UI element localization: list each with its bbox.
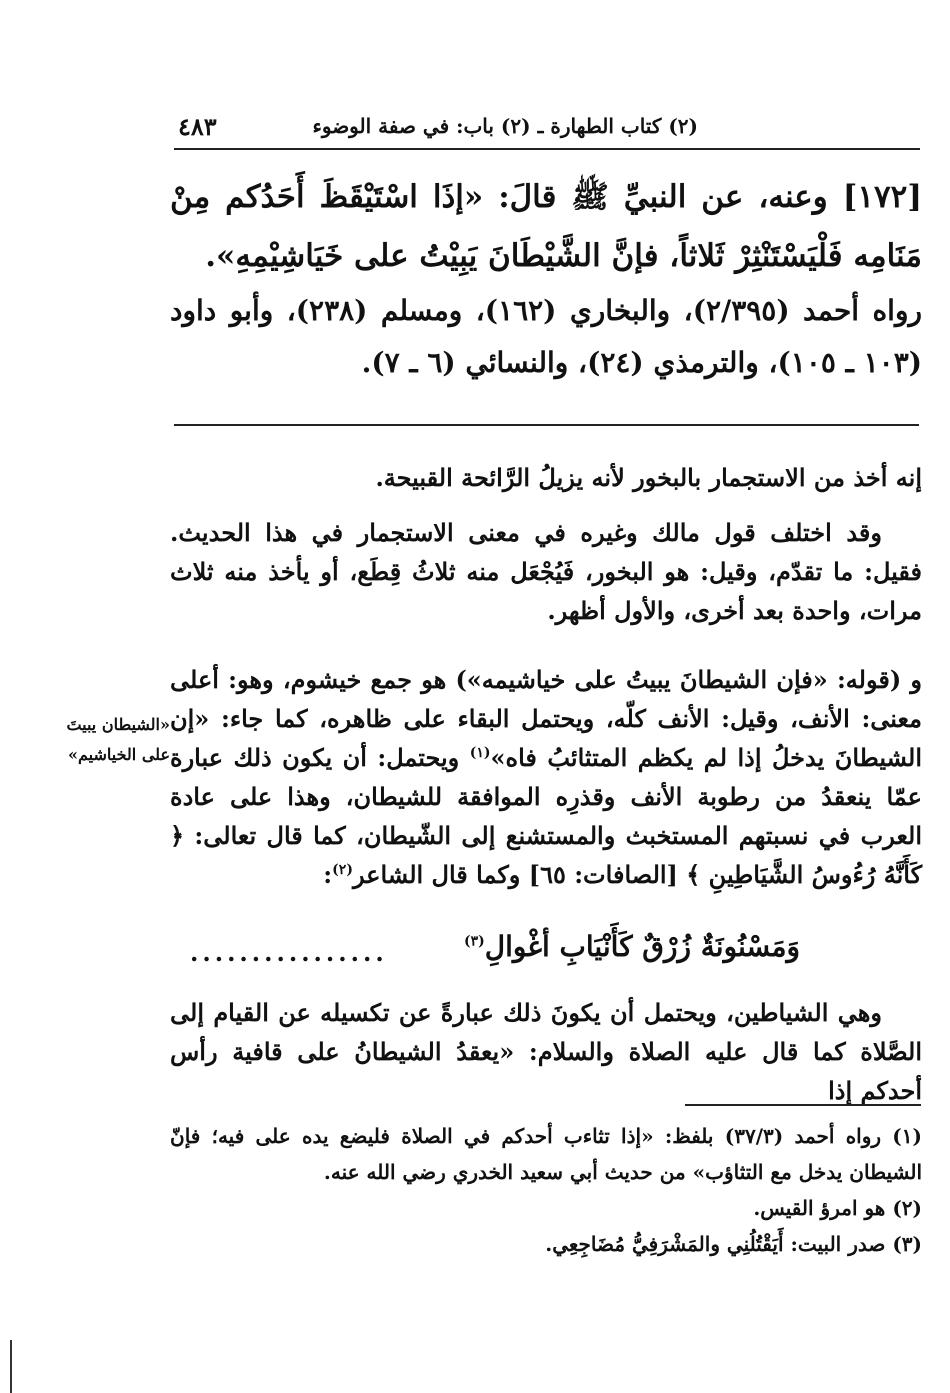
- commentary-text: و (قوله: «فإن الشيطانَ يبيتُ على خياشيمه») هو جمع خيشوم، وهو: أعلى معنى: الأنف، وقيل: الأنف كلّه، ويحتمل البقاء على ظاهره، كما جاء: «إن الشيطانَ يدخلُ إذا لم يكظم المتثائبُ فاه»: [170, 665, 922, 772]
- footnote-divider: [685, 1104, 921, 1106]
- footnote-number: (٢): [892, 1196, 922, 1220]
- page-header: [178, 112, 918, 148]
- footnotes: [170, 1118, 922, 1262]
- footnote-1: [170, 1118, 922, 1190]
- page-number: ٤٨٣: [178, 112, 217, 141]
- footnote-ref-2: (٢): [332, 862, 353, 878]
- section-divider: [174, 424, 919, 426]
- footnote-text: هو امرؤ القيس.: [753, 1196, 886, 1220]
- verse-text: وَمَسْنُونَةٌ زُرْقٌ كَأَنْيَابِ أغْوالِ: [484, 930, 800, 963]
- footnote-text: رواه أحمد (٣٧/٣) بلفظ: «إذا تثاءب أحدكم في الصلاة فليضع يده على فيه؛ فإنّ الشيطان يدخل مع التثاؤب» من حديث أبي سعيد الخدري رضي الله عنه.: [170, 1124, 922, 1184]
- verse-line: [464, 930, 800, 963]
- hadith-takhrij: رواه أحمد (٢/٣٩٥)، والبخاري (١٦٢)، ومسلم (٢٣٨)، وأبو داود (١٠٣ ـ ١٠٥)، والترمذي (٢٤)، والنسائي (٦ ـ ٧).: [170, 294, 922, 379]
- footnote-ref-1: (١): [469, 745, 491, 761]
- footnote-ref-3: (٣): [463, 933, 485, 950]
- verse-ellipsis: ................: [190, 938, 388, 967]
- footnote-number: (١): [892, 1124, 922, 1148]
- commentary-paragraph-2: وقد اختلف قول مالك وغيره في معنى الاستجمار في هذا الحديث. فقيل: ما تقدّم، وقيل: هو البخور، فَيُجْعَل منه ثلاثُ قِطَع، أو يأخذ منه ثلاث مرات، واحدة بعد أخرى، والأول أظهر.: [170, 518, 922, 625]
- commentary-text: :: [323, 860, 333, 889]
- commentary-text: ويحتمل: أن يكون ذلك عبارة عمّا ينعقدُ من رطوبة الأنف وقذرِه الموافقة للشيطان، وهذا على عادة العرب في نسبتهم المستخبث والمستشنع إلى الشّيطان، كما قال تعالى: ﴿ كَأَنَّهُ رُءُوسُ الشَّيَاطِينِ ﴾ [الصافات: ٦٥] وكما قال الشاعر: [170, 743, 922, 889]
- header-divider: [174, 148, 920, 150]
- commentary-paragraph-1: إنه أخذ من الاستجمار بالبخور لأنه يزيلُ الرَّائحة القبيحة.: [375, 463, 922, 492]
- commentary-paragraph-3: [170, 660, 922, 894]
- scan-edge-line: [10, 1340, 12, 1393]
- hadith-text: [١٧٢] وعنه، عن النبيِّ ﷺ قالَ: «إذَا اسْتَيْقَظَ أَحَدُكم مِنْ مَنَامِه فَلْيَسْتَنْثِرْ ثَلاثاً، فإنَّ الشَّيْطَانَ يَبِيْتُ على خَيَاشِيْمِهِ».: [170, 179, 922, 274]
- commentary-paragraph-4: وهي الشياطين، ويحتمل أن يكونَ ذلك عبارةً عن تكسيله عن القيام إلى الصَّلاة كما قال عليه الصلاة والسلام: «يعقدُ الشيطانُ على قافية رأس أحدكم إذا: [170, 998, 922, 1105]
- footnote-2: [170, 1190, 922, 1226]
- footnote-3: [170, 1226, 922, 1262]
- margin-note: «الشيطان يبيتَ على الخياشيم»: [66, 715, 170, 764]
- footnote-number: (٣): [892, 1232, 922, 1256]
- footnote-text: صدر البيت: أَيَقْتُلُنِي والمَشْرَفِيُّ مُضَاجِعِي.: [545, 1232, 886, 1256]
- poetry-verse: [190, 930, 880, 974]
- running-title: (٢) كتاب الطهارة ـ (٢) باب: في صفة الوضوء: [312, 114, 698, 138]
